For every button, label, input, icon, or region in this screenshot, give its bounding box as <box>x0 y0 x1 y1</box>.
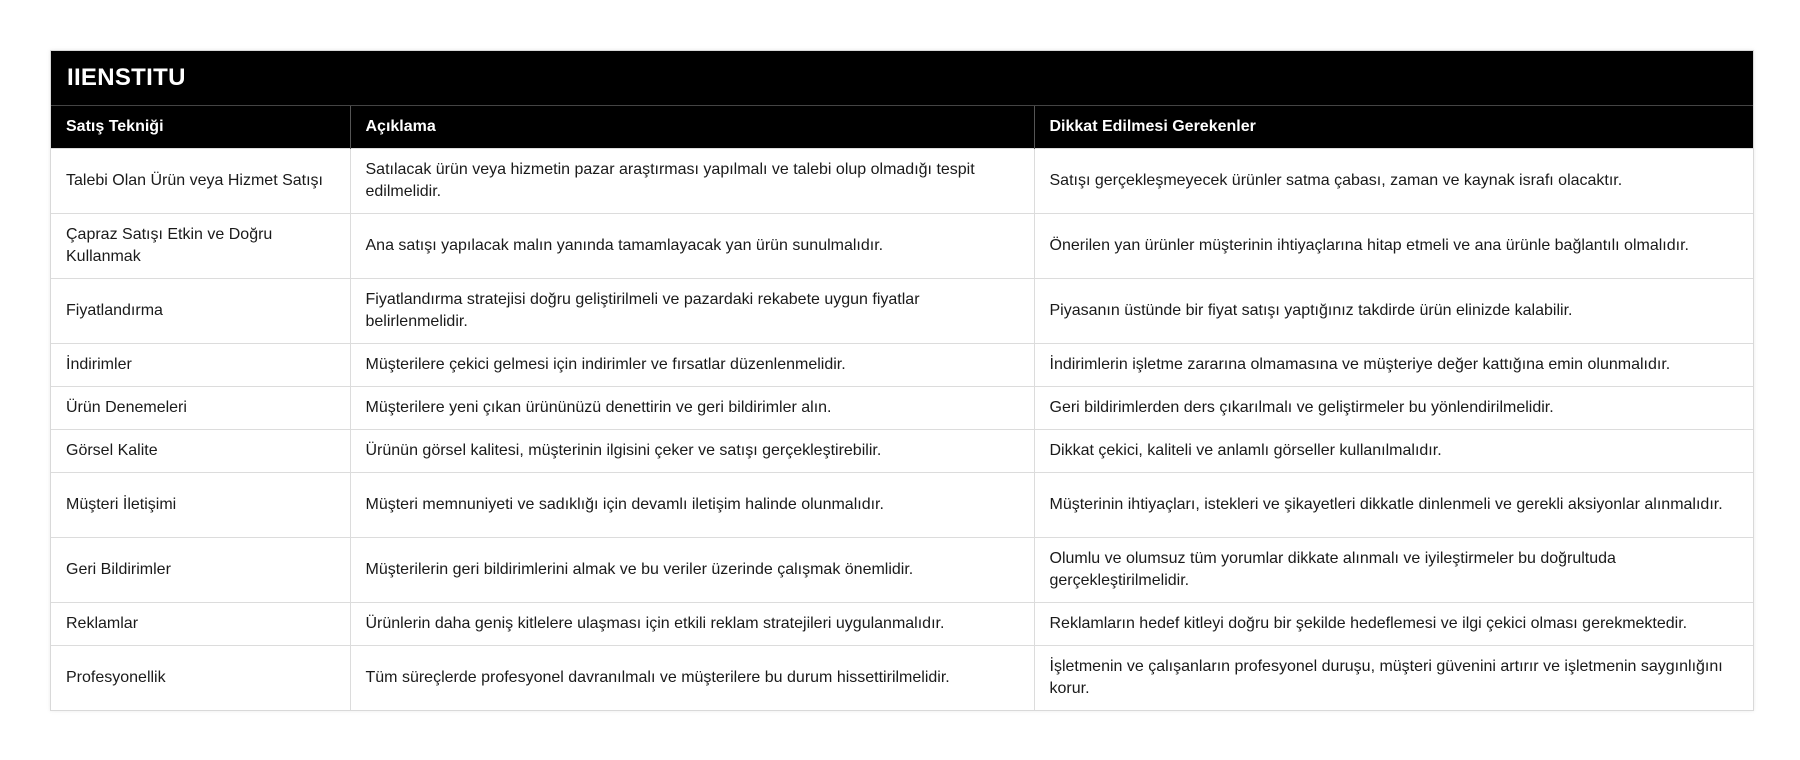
cell-technique: Profesyonellik <box>51 646 350 711</box>
cell-description: Ana satışı yapılacak malın yanında tamamlayacak yan ürün sunulmalıdır. <box>350 214 1034 279</box>
cell-notes: Piyasanın üstünde bir fiyat satışı yaptığınız takdirde ürün elinizde kalabilir. <box>1034 279 1753 344</box>
cell-notes: Önerilen yan ürünler müşterinin ihtiyaçlarına hitap etmeli ve ana ürünle bağlantılı olmalıdır. <box>1034 214 1753 279</box>
cell-notes: Dikkat çekici, kaliteli ve anlamlı görseller kullanılmalıdır. <box>1034 430 1753 473</box>
cell-description: Müşterilere çekici gelmesi için indirimler ve fırsatlar düzenlenmelidir. <box>350 344 1034 387</box>
cell-description: Fiyatlandırma stratejisi doğru geliştirilmeli ve pazardaki rekabete uygun fiyatlar belirlenmelidir. <box>350 279 1034 344</box>
table-body <box>51 149 1753 711</box>
sales-techniques-table <box>51 106 1753 710</box>
sales-techniques-table-card <box>50 50 1754 711</box>
cell-description: Müşterilerin geri bildirimlerini almak ve bu veriler üzerinde çalışmak önemlidir. <box>350 538 1034 603</box>
cell-technique: İndirimler <box>51 344 350 387</box>
column-header-description: Açıklama <box>350 106 1034 149</box>
cell-notes: Geri bildirimlerden ders çıkarılmalı ve geliştirmeler bu yönlendirilmelidir. <box>1034 387 1753 430</box>
cell-technique: Görsel Kalite <box>51 430 350 473</box>
cell-technique: Reklamlar <box>51 603 350 646</box>
cell-technique: Fiyatlandırma <box>51 279 350 344</box>
cell-description: Ürünlerin daha geniş kitlelere ulaşması için etkili reklam stratejileri uygulanmalıdır. <box>350 603 1034 646</box>
table-row <box>51 646 1753 711</box>
column-header-notes: Dikkat Edilmesi Gerekenler <box>1034 106 1753 149</box>
cell-notes: İndirimlerin işletme zararına olmamasına ve müşteriye değer kattığına emin olunmalıdır. <box>1034 344 1753 387</box>
table-row <box>51 214 1753 279</box>
cell-technique: Talebi Olan Ürün veya Hizmet Satışı <box>51 149 350 214</box>
table-row <box>51 149 1753 214</box>
header-row <box>51 106 1753 149</box>
table-row <box>51 387 1753 430</box>
cell-notes: İşletmenin ve çalışanların profesyonel duruşu, müşteri güvenini artırır ve işletmenin saygınlığını korur. <box>1034 646 1753 711</box>
table-row <box>51 344 1753 387</box>
table-row <box>51 538 1753 603</box>
cell-technique: Çapraz Satışı Etkin ve Doğru Kullanmak <box>51 214 350 279</box>
cell-technique: Müşteri İletişimi <box>51 473 350 538</box>
cell-notes: Olumlu ve olumsuz tüm yorumlar dikkate alınmalı ve iyileştirmeler bu doğrultuda gerçekleştirilmelidir. <box>1034 538 1753 603</box>
table-row <box>51 279 1753 344</box>
table-row <box>51 430 1753 473</box>
table-header <box>51 106 1753 149</box>
column-header-technique: Satış Tekniği <box>51 106 350 149</box>
table-row <box>51 473 1753 538</box>
cell-description: Müşterilere yeni çıkan ürününüzü denettirin ve geri bildirimler alın. <box>350 387 1034 430</box>
cell-description: Tüm süreçlerde profesyonel davranılmalı ve müşterilere bu durum hissettirilmelidir. <box>350 646 1034 711</box>
cell-notes: Müşterinin ihtiyaçları, istekleri ve şikayetleri dikkatle dinlenmeli ve gerekli aksiyonlar alınmalıdır. <box>1034 473 1753 538</box>
table-title: IIENSTITU <box>51 51 1753 106</box>
cell-description: Satılacak ürün veya hizmetin pazar araştırması yapılmalı ve talebi olup olmadığı tespit edilmelidir. <box>350 149 1034 214</box>
cell-technique: Geri Bildirimler <box>51 538 350 603</box>
cell-description: Ürünün görsel kalitesi, müşterinin ilgisini çeker ve satışı gerçekleştirebilir. <box>350 430 1034 473</box>
cell-notes: Reklamların hedef kitleyi doğru bir şekilde hedeflemesi ve ilgi çekici olması gerekmektedir. <box>1034 603 1753 646</box>
table-row <box>51 603 1753 646</box>
cell-technique: Ürün Denemeleri <box>51 387 350 430</box>
cell-description: Müşteri memnuniyeti ve sadıklığı için devamlı iletişim halinde olunmalıdır. <box>350 473 1034 538</box>
cell-notes: Satışı gerçekleşmeyecek ürünler satma çabası, zaman ve kaynak israfı olacaktır. <box>1034 149 1753 214</box>
